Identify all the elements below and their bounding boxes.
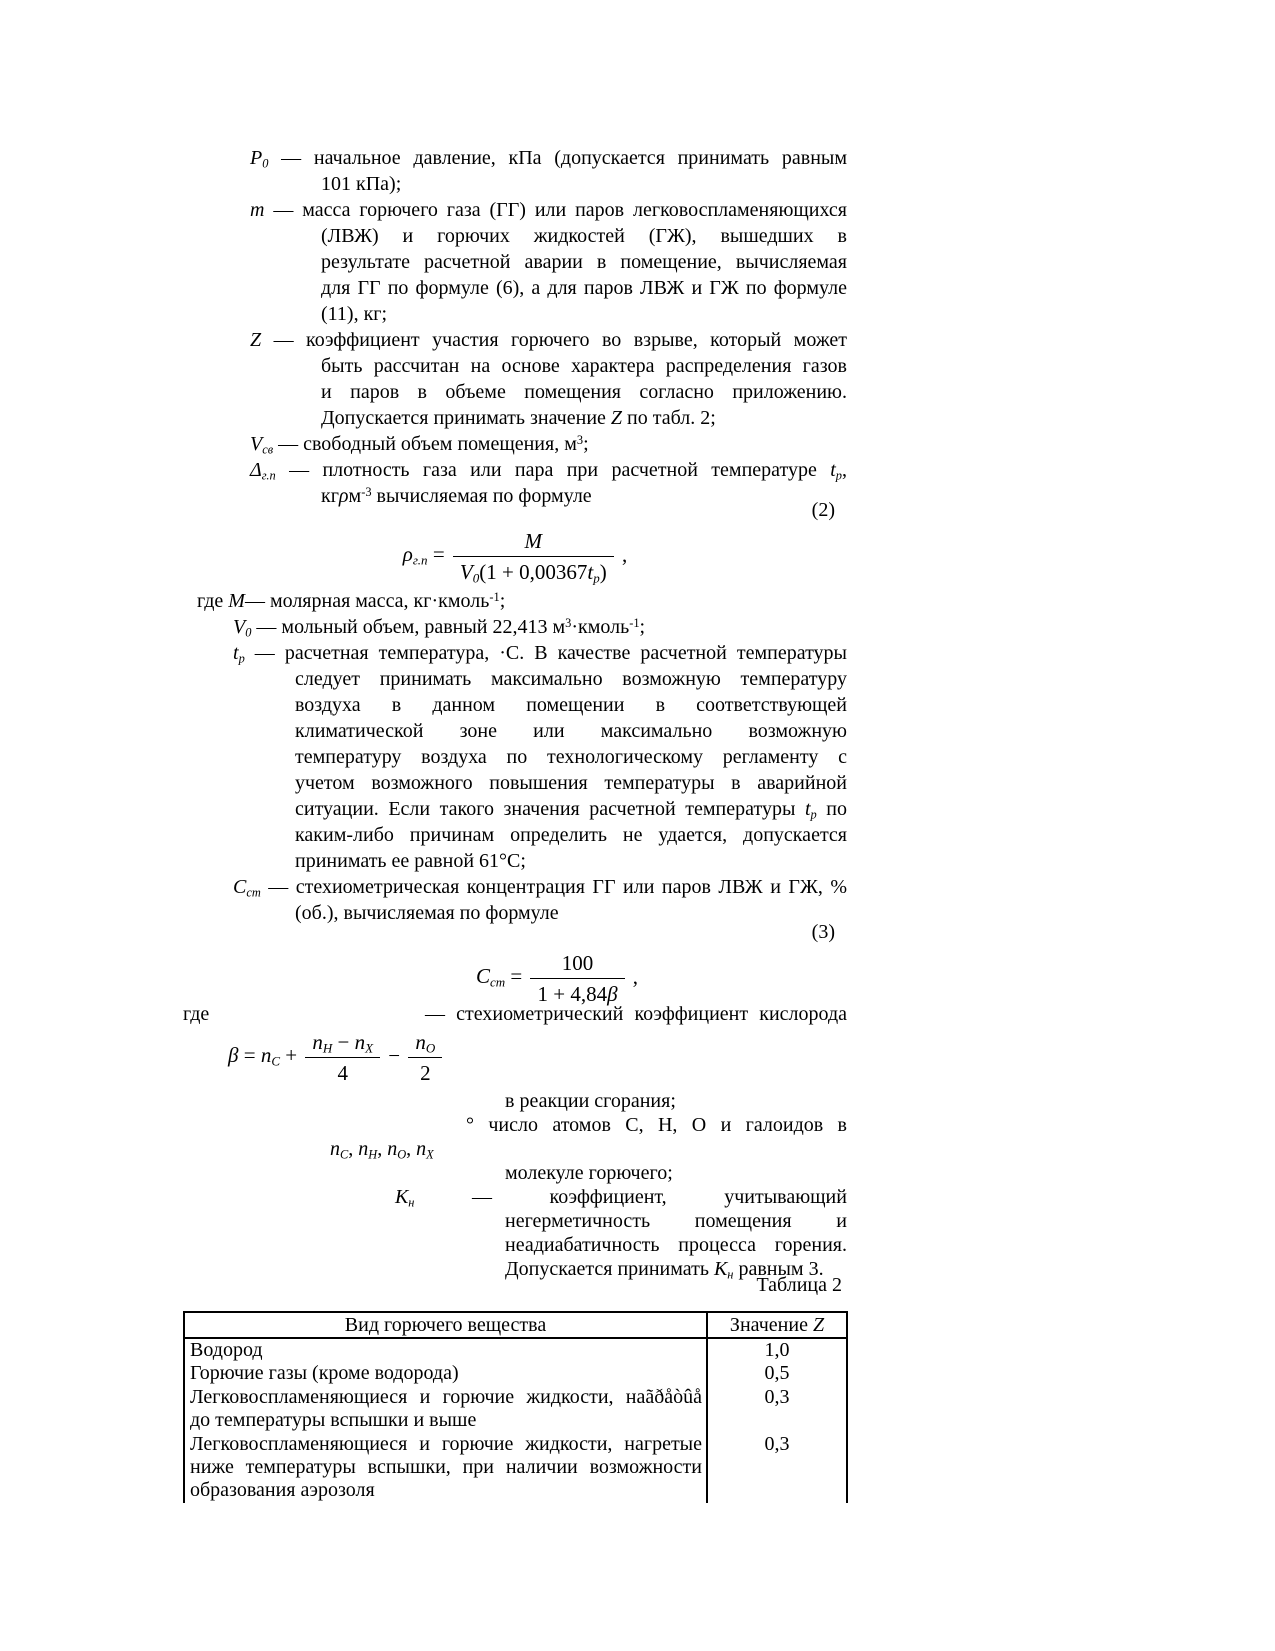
where-list [183, 588, 847, 926]
table-header-row [185, 1313, 846, 1339]
where-label: где [183, 1003, 210, 1025]
equation-2-comma: , [621, 542, 628, 567]
fraction-numerator: $n_O$ [408, 1029, 442, 1058]
fraction-denominator: 1 + 4,84β [537, 982, 618, 1006]
table-row [185, 1362, 846, 1385]
n-symbols-list: $n_C$, $n_H$, $n_O$, $n_X$ [330, 1138, 434, 1162]
where-tp-line: каким-либо причинам определить не удается, допускается [295, 824, 847, 846]
definition-m-line: результате расчетной аварии в помещение, вычисляемая [321, 251, 847, 273]
table-row [185, 1433, 846, 1503]
definition-delta-line: кгρм$^{-3}$ вычисляемая по формуле [321, 484, 592, 507]
kn-dash: — [471, 1186, 492, 1208]
fraction [305, 1029, 380, 1086]
fraction [453, 528, 614, 585]
definition-m-line: (ЛВЖ) и горючих жидкостей (ГЖ), вышедших в [321, 225, 847, 247]
table-cell-value: 0,3 [764, 1385, 790, 1408]
table-cell-line: образования аэрозоля [190, 1479, 375, 1502]
where-tp-line: следует принимать максимально возможную температуру [295, 668, 847, 690]
table-header-z-value: Значение Z [729, 1314, 825, 1336]
table-body [185, 1339, 846, 1503]
where-tp-line: температуру воздуха по технологическому регламенту с [295, 746, 847, 768]
kn-definition-line [395, 1185, 847, 1209]
definition-delta-line: $\Delta_{г.п}$ — плотность газа или пара при расчетной температуре $t_р$, [250, 459, 847, 483]
table-caption: Таблица 2 [756, 1274, 842, 1296]
where-cst-line: (об.), вычисляемая по формуле [295, 902, 559, 924]
where-tp-line: воздуха в данном помещении в соответствующей [295, 694, 847, 716]
fraction-denominator: $V_0(1 + 0,00367t_р)$ [459, 560, 607, 586]
where-tp-line: принимать ее равной 61°С; [295, 850, 526, 872]
definition-p0-line: $Р_0$ — начальное давление, кПа (допускается принимать равным [250, 147, 847, 171]
definition-m-line: для ГГ по формуле (6), а для паров ЛВЖ и ГЖ по формуле [321, 277, 847, 299]
table-cell-line: Горючие газы (кроме водорода) [190, 1362, 459, 1385]
definition-z-line: Допускается принимать значение Z по табл. 2; [321, 407, 716, 429]
beta-section [183, 1002, 847, 1281]
kn-definition-line: Допускается принимать $К_н$ равным 3. [505, 1258, 824, 1282]
table-cell-value: 1,0 [764, 1339, 790, 1361]
table-cell-value: 0,5 [764, 1362, 790, 1385]
fraction [408, 1029, 442, 1086]
definitions-list [183, 145, 847, 509]
equation-3 [183, 944, 847, 1011]
where-tp-line: $t_р$ — расчетная температура, ·С. В качестве расчетной температуры [233, 642, 847, 666]
atoms-count-text: ° число атомов С, Н, О и галоидов в [466, 1114, 847, 1136]
minus-sign: − [388, 1043, 401, 1068]
definition-z-line: Z — коэффициент участия горючего во взрыве, который может [250, 329, 847, 351]
definition-z-line: и паров в объеме помещения согласно приложению. [321, 381, 847, 403]
table-cell-line: Легковоспламеняющиеся и горючие жидкости, нагретые [190, 1432, 702, 1455]
equation-2-block [183, 498, 847, 589]
beta-formula-lhs: $\beta = n_C$ + [228, 1043, 298, 1069]
equation-3-block [183, 920, 847, 1011]
equation-2-lhs: $\rho_{г.п}$ = [402, 542, 445, 568]
table-cell-substance [185, 1386, 708, 1433]
kn-definition-line: негерметичность помещения и [505, 1210, 847, 1232]
fraction [530, 950, 624, 1007]
definition-m-line: (11), кг; [321, 303, 388, 325]
where-tp-line: климатической зоне или максимально возможную [295, 720, 847, 742]
kn-word: учитывающий [724, 1186, 847, 1208]
molecule-text: молекуле горючего; [505, 1162, 673, 1184]
fraction-numerator: 100 [530, 950, 624, 979]
where-beta-line [183, 1002, 847, 1026]
table-cell-line: Водород [190, 1339, 263, 1361]
fraction-denominator: 4 [337, 1061, 348, 1085]
table-cell-line: до температуры вспышки и выше [190, 1409, 477, 1432]
equation-2-number: (2) [811, 499, 835, 521]
kn-definition-line: неадиабатичность процесса горения. [505, 1234, 847, 1256]
equation-2 [183, 522, 847, 589]
definition-z-line: быть рассчитан на основе характера распределения газов [321, 355, 847, 377]
where-tp-line: ситуации. Если такого значения расчетной температуры $t_р$ по [295, 798, 848, 822]
equation-3-lhs: $С_{ст}$ = [475, 964, 523, 990]
kn-label: $К_н$ [395, 1186, 415, 1210]
definition-m-line: m — масса горючего газа (ГГ) или паров легковоспламеняющихся [250, 199, 847, 221]
where-cst-line: $С_{ст}$ — стехиометрическая концентрация ГГ или паров ЛВЖ и ГЖ, % [233, 876, 847, 900]
kn-word: коэффициент, [549, 1186, 667, 1208]
table-cell-line: ниже температуры вспышки, при наличии возможности [190, 1456, 702, 1479]
where-v0-line: $V_0$ — мольный объем, равный 22,413 $м^3\cdot кмоль^{-1}$; [233, 615, 646, 640]
table-cell-substance [185, 1433, 708, 1503]
fraction-numerator: $n_H - n_X$ [305, 1029, 380, 1058]
table-row [185, 1339, 846, 1362]
table-cell-line: Легковоспламеняющиеся и горючие жидкости, наãðåòûå [190, 1385, 702, 1408]
table-cell-substance [185, 1339, 708, 1362]
table-row [185, 1386, 846, 1433]
definition-p0-line: 101 кПа); [321, 173, 402, 195]
table-header-substance: Вид горючего вещества [185, 1313, 708, 1337]
beta-formula [228, 1029, 847, 1086]
table-cell-value: 0,3 [764, 1432, 790, 1455]
equation-3-number: (3) [811, 921, 835, 943]
where-m-line: где М— молярная масса, кг·кмоль$^{-1}$; [197, 589, 506, 612]
reaction-text: в реакции сгорания; [505, 1090, 676, 1112]
where-tp-line: учетом возможного повышения температуры в аварийной [295, 772, 847, 794]
equation-3-comma: , [632, 964, 639, 989]
definition-vsv-line: $V_{св}$ — свободный объем помещения, $м^3$; [250, 432, 589, 457]
z-table [183, 1311, 848, 1503]
table-cell-substance [185, 1362, 708, 1385]
fraction-numerator: М [453, 528, 614, 557]
oxygen-coefficient-text: — стехиометрический коэффициент кислорода [425, 1003, 847, 1025]
fraction-denominator: 2 [420, 1061, 431, 1085]
